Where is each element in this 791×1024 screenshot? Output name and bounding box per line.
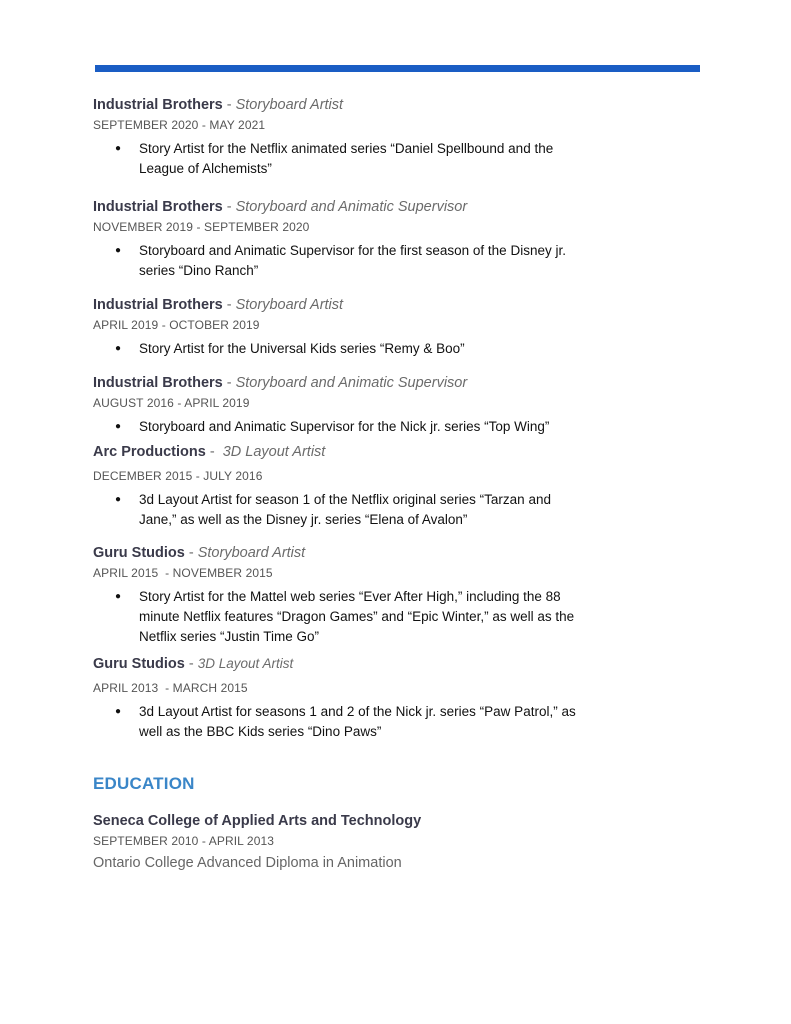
job-dates: DECEMBER 2015 - JULY 2016 xyxy=(93,469,263,483)
job-title-line xyxy=(93,544,613,562)
bullet-item: ● 3d Layout Artist for seasons 1 and 2 of the Nick jr. series “Paw Patrol,” as well as the BBC Kids series “Dino Paws” xyxy=(93,702,583,742)
job-dates: SEPTEMBER 2020 - MAY 2021 xyxy=(93,118,266,132)
degree-name: Ontario College Advanced Diploma in Animation xyxy=(93,855,402,871)
company-name: Arc Productions xyxy=(93,444,206,460)
job-role: Storyboard Artist xyxy=(197,545,306,561)
job-entry xyxy=(93,443,613,530)
job-entry xyxy=(93,96,613,179)
job-role: 3D Layout Artist xyxy=(197,656,294,671)
job-dates: APRIL 2013 - MARCH 2015 xyxy=(93,681,248,695)
job-bullets xyxy=(93,702,583,742)
education-entry xyxy=(93,812,613,872)
job-role: Storyboard and Animatic Supervisor xyxy=(235,199,468,215)
title-separator: - xyxy=(184,545,198,561)
job-entry xyxy=(93,296,613,359)
school-name: Seneca College of Applied Arts and Technology xyxy=(93,813,422,829)
job-title-line xyxy=(93,198,613,216)
job-bullets xyxy=(93,490,583,530)
header-accent-rule xyxy=(95,65,700,72)
education-dates: SEPTEMBER 2010 - APRIL 2013 xyxy=(93,834,275,848)
job-role: 3D Layout Artist xyxy=(222,444,326,460)
education-heading: EDUCATION xyxy=(93,774,195,793)
company-name: Industrial Brothers xyxy=(93,199,223,215)
title-separator: - xyxy=(222,375,236,391)
bullet-item: ● Story Artist for the Mattel web series “Ever After High,” including the 88 minute Netflix features “Dragon Games” and “Epic Winter,” as well as the Netflix series “Justin Time Go” xyxy=(93,587,593,647)
company-name: Industrial Brothers xyxy=(93,297,223,313)
job-bullets xyxy=(93,339,593,359)
title-separator: - xyxy=(222,297,236,313)
job-bullets xyxy=(93,139,583,179)
company-name: Guru Studios xyxy=(93,545,185,561)
job-title-line xyxy=(93,374,613,392)
title-separator: - xyxy=(205,444,223,460)
bullet-item: ● Story Artist for the Netflix animated series “Daniel Spellbound and the League of Alchemists” xyxy=(93,139,583,179)
job-bullets xyxy=(93,417,613,437)
job-bullets xyxy=(93,241,593,281)
job-dates: APRIL 2015 - NOVEMBER 2015 xyxy=(93,566,273,580)
job-entry xyxy=(93,655,613,742)
job-title-line xyxy=(93,296,613,314)
job-title-line xyxy=(93,96,613,114)
title-separator: - xyxy=(222,199,236,215)
job-role: Storyboard Artist xyxy=(235,297,344,313)
job-title-line xyxy=(93,655,613,673)
job-bullets xyxy=(93,587,593,647)
job-role: Storyboard Artist xyxy=(235,97,344,113)
bullet-item: ● Storyboard and Animatic Supervisor for the Nick jr. series “Top Wing” xyxy=(93,417,613,437)
job-entry xyxy=(93,374,613,437)
company-name: Industrial Brothers xyxy=(93,97,223,113)
company-name: Guru Studios xyxy=(93,656,185,672)
job-dates: NOVEMBER 2019 - SEPTEMBER 2020 xyxy=(93,220,310,234)
job-dates: AUGUST 2016 - APRIL 2019 xyxy=(93,396,250,410)
bullet-item: ● Storyboard and Animatic Supervisor for the first season of the Disney jr. series “Dino Ranch” xyxy=(93,241,593,281)
job-dates: APRIL 2019 - OCTOBER 2019 xyxy=(93,318,260,332)
job-entry xyxy=(93,544,613,647)
title-separator: - xyxy=(184,656,198,672)
title-separator: - xyxy=(222,97,236,113)
company-name: Industrial Brothers xyxy=(93,375,223,391)
bullet-item: ● 3d Layout Artist for season 1 of the Netflix original series “Tarzan and Jane,” as well as the Disney jr. series “Elena of Avalon” xyxy=(93,490,583,530)
job-title-line xyxy=(93,443,613,461)
job-role: Storyboard and Animatic Supervisor xyxy=(235,375,468,391)
job-entry xyxy=(93,198,613,281)
bullet-item: ● Story Artist for the Universal Kids series “Remy & Boo” xyxy=(93,339,593,359)
